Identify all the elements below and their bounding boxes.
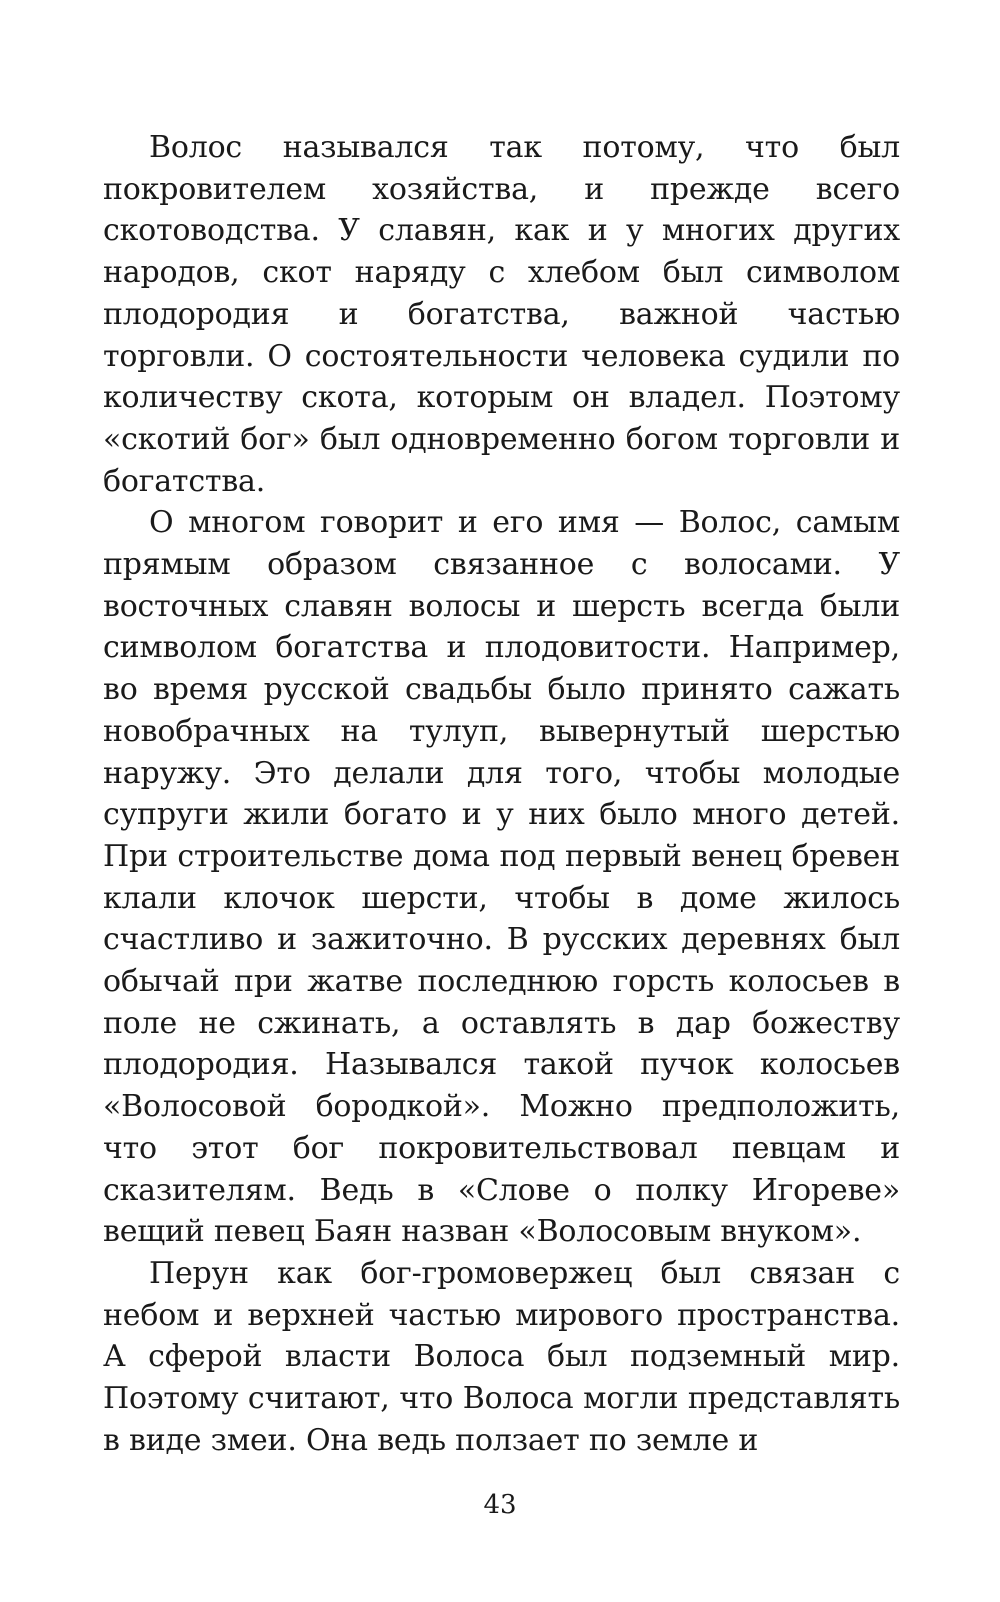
paragraph-3: Перун как бог-громовержец был связан с небом и верхней частью мирового пространства. А сферой власти Волоса был подземный мир. Поэтому считают, что Волоса могли представлять в виде змеи. Она ведь ползает по земле и [103, 1255, 900, 1458]
paragraph-2: О многом говорит и его имя — Волос, самым прямым образом связанное с волосами. У восточных славян волосы и шерсть всегда были символом богатства и плодовитости. Например, во время русской свадьбы было принято сажать новобрачных на тулуп, вывернутый шерстью наружу. Это делали для того, чтобы молодые супруги жили богато и у них было много детей. При строительстве дома под первый венец бревен клали клочок шерсти, чтобы в доме жилось счастливо и зажиточно. В русских деревнях был обычай при жатве последнюю горсть колосьев в поле не сжинать, а оставлять в дар божеству плодородия. Назывался такой пучок колосьев «Волосовой бородкой». Можно предположить, что этот бог покровительствовал певцам и сказителям. Ведь в «Слове о полку Игореве» вещий певец Баян назван «Волосовым внуком». [103, 505, 900, 1250]
page-number: 43 [483, 1490, 517, 1520]
paragraph-1: Волос назывался так потому, что был покровителем хозяйства, и прежде всего скотоводства. У славян, как и у многих других народов, скот наряду с хлебом был символом плодородия и богатства, важной частью торговли. О состоятельности человека судили по количеству скота, которым он владел. Поэтому «скотий бог» был одновременно богом торговли и богатства. [103, 130, 900, 499]
body-text [103, 127, 900, 1462]
